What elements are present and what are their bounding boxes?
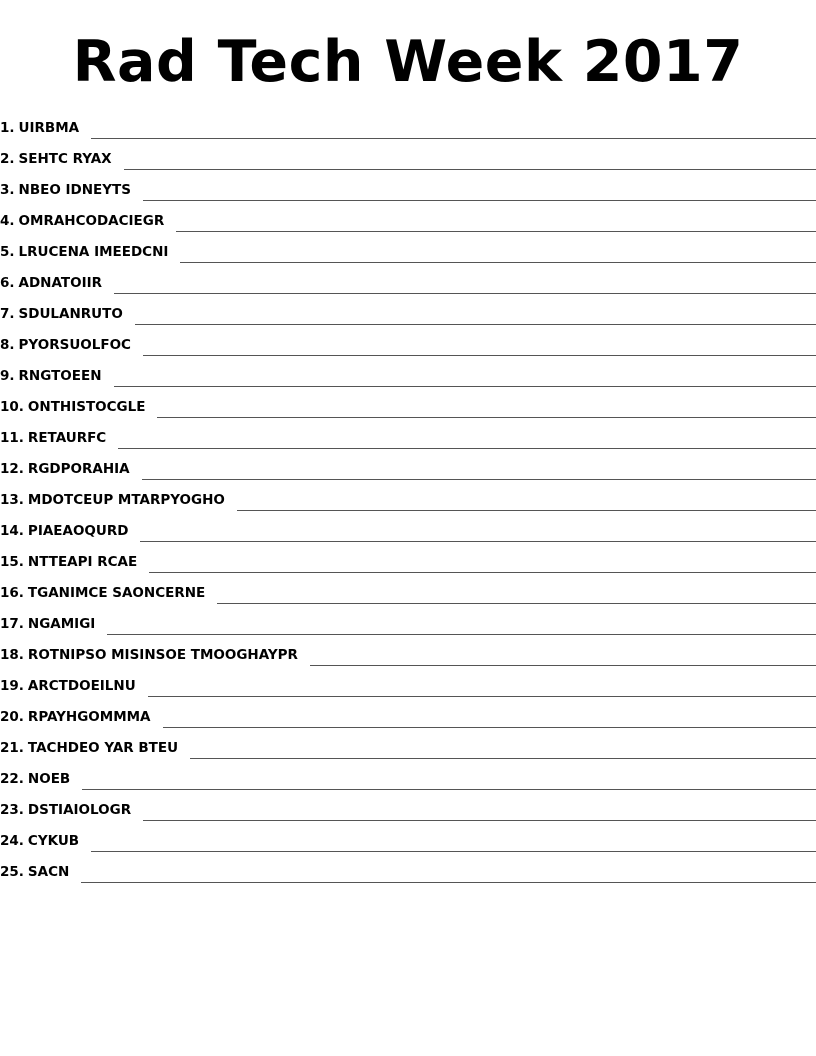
scramble-item: [0, 327, 816, 358]
scramble-label: [0, 615, 95, 637]
scrambled-word: RPAYHGOMMMA: [27, 709, 151, 725]
scrambled-word: LRUCENA IMEEDCNI: [18, 244, 169, 260]
item-number: 14.: [0, 523, 24, 539]
scramble-label: [0, 770, 70, 792]
item-number: 25.: [0, 864, 24, 880]
answer-line[interactable]: [310, 651, 816, 666]
answer-line[interactable]: [190, 744, 816, 759]
scramble-label: [0, 677, 136, 699]
scramble-item: [0, 234, 816, 265]
answer-line[interactable]: [140, 527, 816, 542]
answer-line[interactable]: [124, 155, 816, 170]
scramble-item: [0, 203, 816, 234]
scramble-label: [0, 863, 69, 885]
item-number: 20.: [0, 709, 24, 725]
scramble-item: [0, 792, 816, 823]
scramble-label: [0, 274, 102, 296]
item-number: 21.: [0, 740, 24, 756]
scramble-label: [0, 305, 123, 327]
scrambled-word: ONTHISTOCGLE: [27, 399, 146, 415]
scrambled-word: NTTEAPI RCAE: [27, 554, 138, 570]
answer-line[interactable]: [157, 403, 816, 418]
answer-line[interactable]: [143, 806, 816, 821]
answer-line[interactable]: [163, 713, 816, 728]
scrambled-word: TACHDEO YAR BTEU: [27, 740, 179, 756]
scramble-item: [0, 420, 816, 451]
item-number: 16.: [0, 585, 24, 601]
scramble-item: [0, 730, 816, 761]
answer-line[interactable]: [143, 341, 816, 356]
item-number: 19.: [0, 678, 24, 694]
scramble-label: [0, 150, 112, 172]
scrambled-word: RNGTOEEN: [18, 368, 102, 384]
scramble-item: [0, 265, 816, 296]
page-title: Rad Tech Week 2017: [72, 29, 744, 95]
scrambled-word: NGAMIGI: [27, 616, 96, 632]
item-number: 17.: [0, 616, 24, 632]
scrambled-word: RETAURFC: [27, 430, 107, 446]
scramble-label: [0, 646, 298, 668]
item-number: 4.: [0, 213, 15, 229]
answer-line[interactable]: [237, 496, 816, 511]
scramble-item: [0, 606, 816, 637]
item-number: 7.: [0, 306, 15, 322]
scramble-item: [0, 699, 816, 730]
scrambled-word: RGDPORAHIA: [27, 461, 130, 477]
answer-line[interactable]: [82, 775, 816, 790]
item-number: 10.: [0, 399, 24, 415]
item-number: 3.: [0, 182, 15, 198]
scramble-label: [0, 801, 131, 823]
scramble-item: [0, 668, 816, 699]
scramble-item: [0, 451, 816, 482]
scrambled-word: TGANIMCE SAONCERNE: [27, 585, 206, 601]
scramble-label: [0, 584, 205, 606]
scramble-label: [0, 832, 79, 854]
scramble-label: [0, 398, 145, 420]
item-number: 1.: [0, 120, 15, 136]
scramble-label: [0, 429, 106, 451]
scrambled-word: MDOTCEUP MTARPYOGHO: [27, 492, 225, 508]
item-number: 6.: [0, 275, 15, 291]
item-number: 23.: [0, 802, 24, 818]
scrambled-word: PYORSUOLFOC: [18, 337, 131, 353]
answer-line[interactable]: [81, 868, 816, 883]
answer-line[interactable]: [114, 279, 816, 294]
scramble-item: [0, 172, 816, 203]
scramble-label: [0, 708, 151, 730]
scramble-item: [0, 358, 816, 389]
item-number: 9.: [0, 368, 15, 384]
item-number: 12.: [0, 461, 24, 477]
answer-line[interactable]: [118, 434, 816, 449]
answer-line[interactable]: [180, 248, 816, 263]
answer-line[interactable]: [148, 682, 816, 697]
scrambled-word: ARCTDOEILNU: [27, 678, 136, 694]
scramble-label: [0, 522, 128, 544]
scramble-label: [0, 553, 137, 575]
scrambled-word: PIAEAOQURD: [27, 523, 129, 539]
scramble-item: [0, 823, 816, 854]
answer-line[interactable]: [91, 124, 816, 139]
scrambled-word: UIRBMA: [18, 120, 80, 136]
item-number: 18.: [0, 647, 24, 663]
answer-line[interactable]: [135, 310, 816, 325]
item-number: 22.: [0, 771, 24, 787]
scramble-item: [0, 110, 816, 141]
scramble-item: [0, 389, 816, 420]
scrambled-word: DSTIAIOLOGR: [27, 802, 132, 818]
scrambled-word: ROTNIPSO MISINSOE TMOOGHAYPR: [27, 647, 298, 663]
item-number: 2.: [0, 151, 15, 167]
answer-line[interactable]: [114, 372, 816, 387]
scrambled-word: SEHTC RYAX: [18, 151, 112, 167]
answer-line[interactable]: [107, 620, 816, 635]
scrambled-word: ADNATOIIR: [18, 275, 103, 291]
answer-line[interactable]: [149, 558, 816, 573]
scrambled-word: OMRAHCODACIEGR: [18, 213, 165, 229]
scramble-label: [0, 367, 102, 389]
answer-line[interactable]: [176, 217, 816, 232]
scrambled-word: NOEB: [27, 771, 71, 787]
scramble-item: [0, 482, 816, 513]
scramble-item: [0, 575, 816, 606]
scramble-item: [0, 141, 816, 172]
scramble-label: [0, 181, 131, 203]
scramble-item: [0, 637, 816, 668]
scramble-label: [0, 739, 178, 761]
answer-line[interactable]: [91, 837, 816, 852]
scramble-item: [0, 296, 816, 327]
answer-line[interactable]: [143, 186, 816, 201]
item-number: 8.: [0, 337, 15, 353]
item-number: 11.: [0, 430, 24, 446]
answer-line[interactable]: [142, 465, 816, 480]
word-scramble-list: [0, 110, 816, 885]
item-number: 15.: [0, 554, 24, 570]
scrambled-word: NBEO IDNEYTS: [18, 182, 131, 198]
item-number: 24.: [0, 833, 24, 849]
answer-line[interactable]: [217, 589, 816, 604]
scramble-item: [0, 761, 816, 792]
scramble-label: [0, 336, 131, 358]
item-number: 5.: [0, 244, 15, 260]
item-number: 13.: [0, 492, 24, 508]
scramble-label: [0, 243, 168, 265]
scrambled-word: SDULANRUTO: [18, 306, 123, 322]
scramble-label: [0, 119, 79, 141]
scramble-item: [0, 513, 816, 544]
scramble-label: [0, 491, 225, 513]
scrambled-word: SACN: [27, 864, 70, 880]
scramble-label: [0, 460, 130, 482]
scramble-item: [0, 544, 816, 575]
scramble-item: [0, 854, 816, 885]
scrambled-word: CYKUB: [27, 833, 80, 849]
scramble-label: [0, 212, 164, 234]
